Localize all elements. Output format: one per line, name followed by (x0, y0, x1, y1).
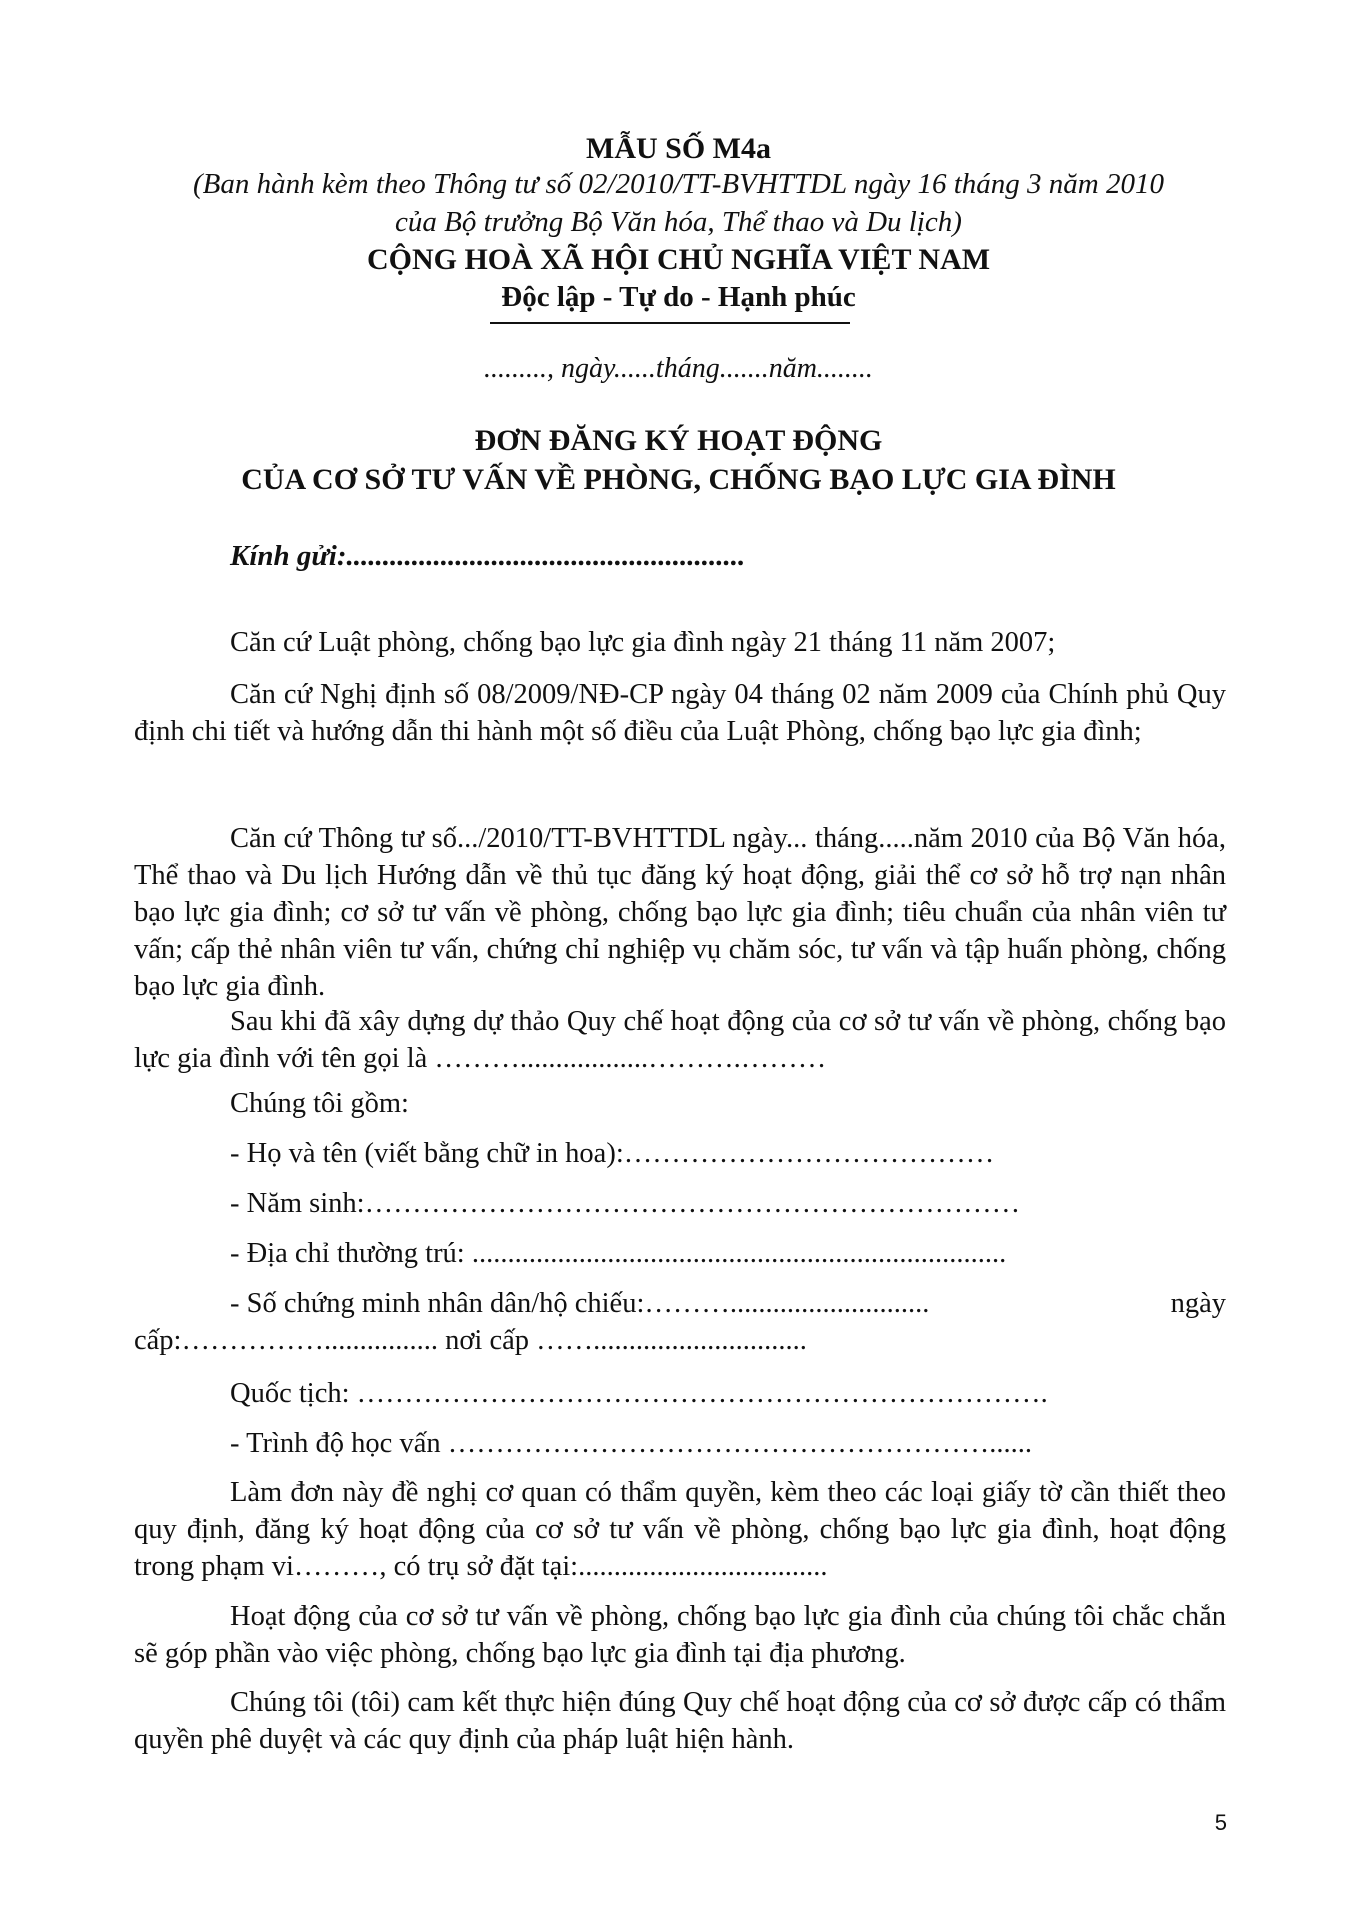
nation-heading: CỘNG HOÀ XÃ HỘI CHỦ NGHĨA VIỆT NAM (366, 243, 991, 276)
field-full-name: - Họ và tên (viết bằng chữ in hoa):………………………………… (230, 1138, 995, 1169)
field-id-number (230, 1288, 1226, 1320)
field-address: - Địa chỉ thường trú: ........................................................................... (230, 1238, 1007, 1269)
id-number-label: - Số chứng minh nhân dân/hộ chiếu:………............................ (230, 1288, 930, 1319)
field-id-issue: cấp:……………................ nơi cấp …….............................. (134, 1325, 807, 1356)
page-number: 5 (1214, 1810, 1227, 1835)
document-title-line2: CỦA CƠ SỞ TƯ VẤN VỀ PHÒNG, CHỐNG BẠO LỰC GIA ĐÌNH (241, 463, 1116, 496)
paragraph-legal-basis-circular: Căn cứ Thông tư số.../2010/TT-BVHTTDL ngày... tháng.....năm 2010 của Bộ Văn hóa, Thể thao và Du lịch Hướng dẫn về thủ tục đăng ký hoạt động, giải thể cơ sở hỗ trợ nạn nhân bạo lực gia đình; cơ sở tư vấn về phòng, chống bạo lực gia đình; tiêu chuẩn của nhân viên tư vấn; cấp thẻ nhân viên tư vấn, chứng chỉ nghiệp vụ chăm sóc, tư vấn và tập huấn phòng, chống bạo lực gia đình. (134, 823, 1226, 1002)
date-line: ........., ngày......tháng.......năm........ (484, 353, 873, 384)
paragraph-draft-regulation: Sau khi đã xây dựng dự thảo Quy chế hoạt động của cơ sở tư vấn về phòng, chống bạo lực gia đình với tên gọi là ………..................……….……… (134, 1006, 1226, 1074)
id-date-label: ngày (1170, 1288, 1226, 1319)
field-education: - Trình độ học vấn …………………………………………………...... (230, 1428, 1032, 1459)
paragraph-contribution: Hoạt động của cơ sở tư vấn về phòng, chống bạo lực gia đình của chúng tôi chắc chắn sẽ góp phần vào việc phòng, chống bạo lực gia đình tại địa phương. (134, 1601, 1226, 1669)
paragraph-request: Làm đơn này đề nghị cơ quan có thẩm quyền, kèm theo các loại giấy tờ cần thiết theo quy định, đăng ký hoạt động của cơ sở tư vấn về phòng, chống bạo lực gia đình, hoạt động trong phạm vi………, có trụ sở đặt tại:................................... (134, 1477, 1226, 1582)
motto: Độc lập - Tự do - Hạnh phúc (501, 281, 856, 313)
members-intro: Chúng tôi gồm: (230, 1088, 409, 1119)
issuance-note-line2: của Bộ trưởng Bộ Văn hóa, Thể thao và Du lịch) (395, 206, 962, 238)
paragraph-legal-basis-decree: Căn cứ Nghị định số 08/2009/NĐ-CP ngày 04 tháng 02 năm 2009 của Chính phủ Quy định chi tiết và hướng dẫn thi hành một số điều của Luật Phòng, chống bạo lực gia đình; (134, 679, 1226, 747)
document-title-line1: ĐƠN ĐĂNG KÝ HOẠT ĐỘNG (474, 424, 883, 457)
paragraph-commitment: Chúng tôi (tôi) cam kết thực hiện đúng Quy chế hoạt động của cơ sở được cấp có thẩm quyền phê duyệt và các quy định của pháp luật hiện hành. (134, 1687, 1226, 1755)
field-birth-year: - Năm sinh:…………………………………………………………… (230, 1188, 1021, 1219)
recipient-line: Kính gửi:....................................................... (230, 540, 746, 572)
issuance-note-line1: (Ban hành kèm theo Thông tư số 02/2010/TT-BVHTTDL ngày 16 tháng 3 năm 2010 (193, 168, 1164, 200)
motto-underline (490, 322, 850, 324)
paragraph-legal-basis-law: Căn cứ Luật phòng, chống bạo lực gia đình ngày 21 tháng 11 năm 2007; (230, 627, 1056, 658)
field-nationality: Quốc tịch: ………………………………………………………………. (230, 1378, 1048, 1409)
form-number: MẪU SỐ M4a (586, 132, 771, 165)
